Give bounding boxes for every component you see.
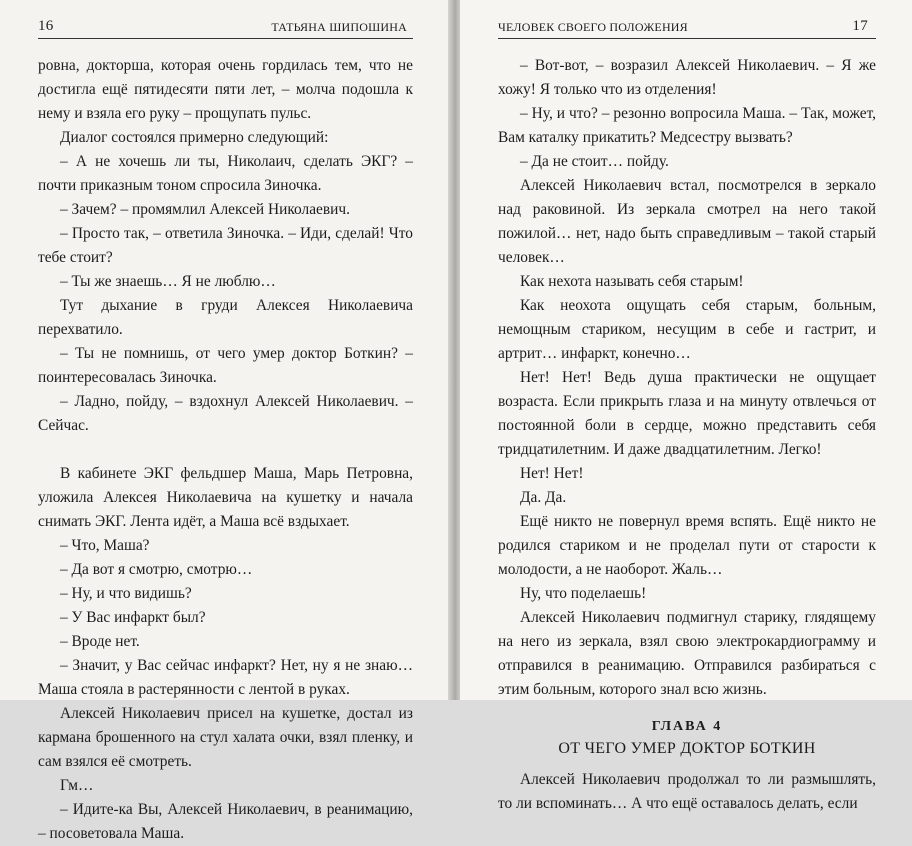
left-running-head: ТАТЬЯНА ШИПОШИНА bbox=[271, 20, 407, 34]
paragraph: – Да вот я смотрю, смотрю… bbox=[60, 561, 253, 578]
chapter-label: ГЛАВА 4 bbox=[651, 719, 723, 734]
paragraph: В кабинете ЭКГ фельдшер Маша, Марь Петровна, уложила Алексея Николаевича на кушетку и начала снимать ЭКГ. Лента идёт, а Маша всё вздыхает. bbox=[38, 465, 413, 530]
paragraph: Алексей Николаевич присел на кушетке, достал из кармана брошенного на стул халата очки, взял пленку, и сам взялся её смотреть. bbox=[38, 705, 413, 770]
paragraph: – Значит, у Вас сейчас инфаркт? Нет, ну я не знаю… Маша стояла в растерянности с лентой в руках. bbox=[38, 657, 413, 698]
paragraph: – Ты же знаешь… Я не люблю… bbox=[60, 273, 276, 290]
paragraph: Да. Да. bbox=[520, 489, 567, 506]
paragraph: – Вроде нет. bbox=[60, 633, 140, 650]
right-page-number: 17 bbox=[852, 18, 868, 34]
paragraph: Тут дыхание в груди Алексея Николаевича перехватило. bbox=[38, 297, 413, 338]
paragraph: Как нехота называть себя старым! bbox=[520, 273, 744, 290]
right-running-head: ЧЕЛОВЕК СВОЕГО ПОЛОЖЕНИЯ bbox=[498, 20, 688, 34]
paragraph: Гм… bbox=[60, 777, 94, 794]
left-page bbox=[0, 0, 452, 842]
paragraph: Нет! Нет! Ведь душа практически не ощущает возраста. Если прикрыть глаза и на минуту отвлечься от постоянной боли в сердце, можно представить себя тридцатилетним. И даже двадцатилетним. Легко! bbox=[498, 369, 876, 458]
paragraph: Ещё никто не повернул время вспять. Ещё никто не родился стариком и не проделал пути от старости к молодости, а не наоборот. Жаль… bbox=[498, 513, 876, 578]
paragraph: – Ладно, пойду, – вздохнул Алексей Николаевич. – Сейчас. bbox=[38, 393, 413, 434]
paragraph: Алексей Николаевич подмигнул старику, глядящему на него из зеркала, взял свою электрокардиограмму и отправился в реанимацию. Отправился разбираться с этим больным, которого знал всю жизнь. bbox=[498, 609, 876, 698]
right-page bbox=[460, 0, 912, 812]
paragraph: Ну, что поделаешь! bbox=[520, 585, 647, 602]
paragraph: – Ну, и что? – резонно вопросила Маша. – Так, может, Вам каталку прикатить? Медсестру вызвать? bbox=[498, 105, 876, 146]
left-page-body bbox=[38, 54, 413, 846]
right-page-header bbox=[498, 18, 876, 39]
paragraph: – Зачем? – промямлил Алексей Николаевич. bbox=[60, 201, 350, 218]
paragraph: Нет! Нет! bbox=[520, 465, 584, 482]
paragraph: – Просто так, – ответила Зиночка. – Иди, сделай! Что тебе стоит? bbox=[38, 225, 413, 266]
paragraph: ровна, докторша, которая очень гордилась тем, что не достигла ещё пятидесяти пяти лет, – молча подошла к нему и взяла его руку – прощупать пульс. bbox=[38, 57, 413, 122]
paragraph: Алексей Николаевич встал, посмотрелся в зеркало над раковиной. Из зеркала смотрел на него такой пожилой… нет, надо быть справедливым – такой старый человек… bbox=[498, 177, 876, 266]
paragraph: – Идите-ка Вы, Алексей Николаевич, в реанимацию, – посоветовала Маша. bbox=[38, 801, 413, 842]
paragraph: – Что, Маша? bbox=[60, 537, 150, 554]
left-page-header bbox=[38, 18, 413, 39]
paragraph: – Ну, и что видишь? bbox=[60, 585, 192, 602]
paragraph: – А не хочешь ли ты, Николаич, сделать ЭКГ? – почти приказным тоном спросила Зиночка. bbox=[38, 153, 413, 194]
paragraph: – Вот-вот, – возразил Алексей Николаевич. – Я же хожу! Я только что из отделения! bbox=[498, 57, 876, 98]
paragraph: – У Вас инфаркт был? bbox=[60, 609, 206, 626]
paragraph: – Да не стоит… пойду. bbox=[520, 153, 669, 170]
paragraph: Как неохота ощущать себя старым, больным, немощным стариком, несущим в себе и гастрит, и артрит… инфаркт, конечно… bbox=[498, 297, 876, 362]
right-page-body bbox=[498, 54, 876, 816]
paragraph: Алексей Николаевич продолжал то ли размышлять, то ли вспоминать… А что ещё оставалось делать, если bbox=[498, 771, 876, 812]
paragraph: – Ты не помнишь, от чего умер доктор Боткин? – поинтересовалась Зиночка. bbox=[38, 345, 413, 386]
chapter-title: ОТ ЧЕГО УМЕР ДОКТОР БОТКИН bbox=[558, 740, 816, 757]
left-page-number: 16 bbox=[38, 18, 54, 34]
paragraph: Диалог состоялся примерно следующий: bbox=[60, 129, 329, 146]
